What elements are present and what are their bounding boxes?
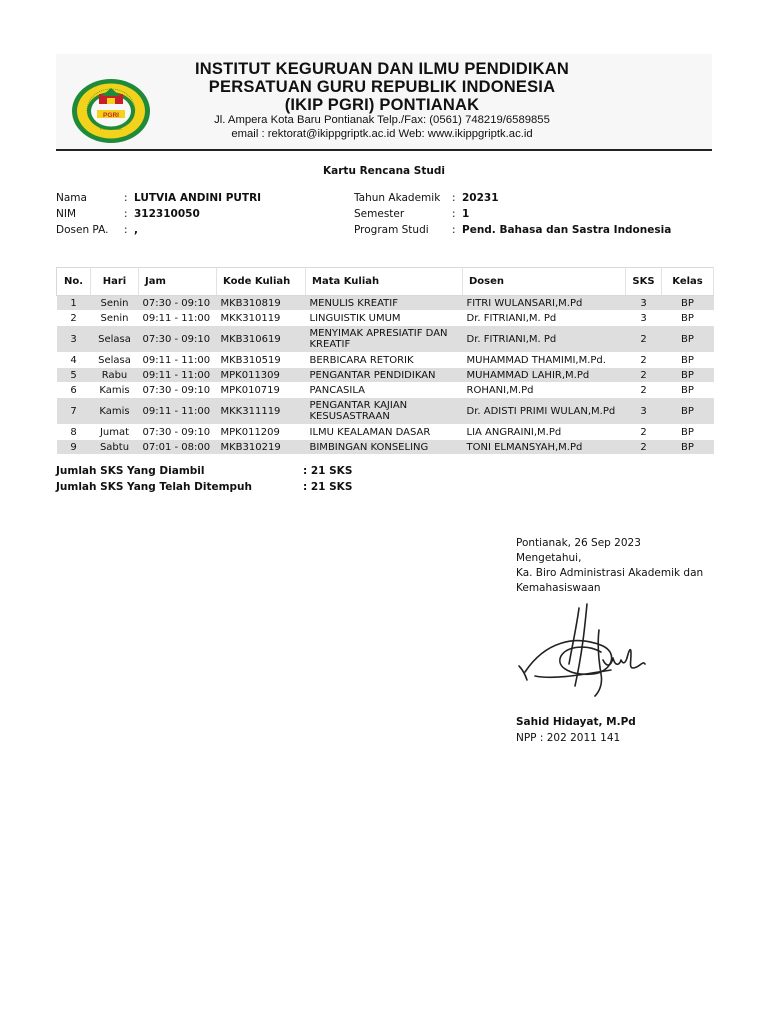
col-header-dosen: Dosen	[463, 268, 626, 296]
advisor-value: ,	[134, 224, 138, 236]
cell-dosen: Dr. FITRIANI,M. Pd	[463, 311, 626, 326]
ikip-pgri-logo	[71, 78, 151, 144]
cell-mata-kuliah: ILMU KEALAMAN DASAR	[306, 425, 463, 440]
cell-kelas: BP	[662, 368, 714, 383]
cell-jam: 09:11 - 11:00	[139, 353, 217, 368]
table-row	[57, 353, 714, 368]
col-header-jam: Jam	[139, 268, 217, 296]
semester-value: 1	[462, 208, 470, 220]
cell-dosen: TONI ELMANSYAH,M.Pd	[463, 440, 626, 455]
cell-jam: 07:01 - 08:00	[139, 440, 217, 455]
header-divider	[56, 149, 712, 151]
cell-hari: Senin	[91, 311, 139, 326]
signature-block	[516, 536, 716, 596]
separator: :	[452, 192, 456, 204]
cell-jam: 07:30 - 09:10	[139, 383, 217, 398]
document-title: Kartu Rencana Studi	[323, 165, 445, 177]
student-info-left	[56, 190, 261, 238]
semester-row	[354, 206, 671, 222]
cell-kode: MKB310619	[217, 326, 306, 353]
cell-hari: Senin	[91, 296, 139, 311]
cell-hari: Selasa	[91, 326, 139, 353]
cell-no: 7	[57, 398, 91, 425]
signer-position-line1: Ka. Biro Administrasi Akademik dan	[516, 567, 704, 579]
separator: :	[124, 224, 128, 236]
total-taken-label: Jumlah SKS Yang Diambil	[56, 465, 205, 477]
advisor-label: Dosen PA.	[56, 224, 109, 236]
cell-kelas: BP	[662, 383, 714, 398]
cell-jam: 07:30 - 09:10	[139, 326, 217, 353]
cell-kelas: BP	[662, 398, 714, 425]
cell-jam: 09:11 - 11:00	[139, 311, 217, 326]
institution-name-line3: (IKIP PGRI) PONTIANAK	[284, 96, 480, 114]
sks-totals	[56, 463, 352, 495]
institution-name-line1: INSTITUT KEGURUAN DAN ILMU PENDIDIKAN	[194, 60, 570, 78]
student-nim: 312310050	[134, 208, 200, 220]
logo-bottom-text: PONTIANAK	[100, 127, 122, 131]
cell-no: 5	[57, 368, 91, 383]
cell-no: 9	[57, 440, 91, 455]
signer-position-line2: Kemahasiswaan	[516, 582, 601, 594]
total-completed-row	[56, 479, 352, 495]
institution-contact: email : rektorat@ikippgriptk.ac.id Web: www.ikippgriptk.ac.id	[231, 128, 533, 140]
cell-mata-kuliah: LINGUISTIK UMUM	[306, 311, 463, 326]
table-header-row	[57, 268, 714, 296]
cell-sks: 3	[626, 296, 662, 311]
semester-label: Semester	[354, 208, 405, 220]
name-label: Nama	[56, 192, 87, 204]
cell-sks: 2	[626, 368, 662, 383]
cell-no: 1	[57, 296, 91, 311]
cell-mata-kuliah: MENYIMAK APRESIATIF DAN KREATIF	[306, 326, 463, 353]
handwritten-signature	[515, 594, 655, 710]
cell-kode: MKB310219	[217, 440, 306, 455]
institution-address: Jl. Ampera Kota Baru Pontianak Telp./Fax: (0561) 748219/6589855	[214, 114, 550, 126]
cell-mata-kuliah: PENGANTAR PENDIDIKAN	[306, 368, 463, 383]
signer-npp: NPP : 202 2011 141	[516, 732, 621, 744]
cell-hari: Rabu	[91, 368, 139, 383]
cell-jam: 09:11 - 11:00	[139, 368, 217, 383]
col-header-sks: SKS	[626, 268, 662, 296]
academic-year: 20231	[462, 192, 499, 204]
place-date: Pontianak, 26 Sep 2023	[516, 537, 641, 549]
cell-hari: Kamis	[91, 383, 139, 398]
cell-sks: 2	[626, 353, 662, 368]
nim-label: NIM	[56, 208, 77, 220]
cell-jam: 09:11 - 11:00	[139, 398, 217, 425]
cell-dosen: MUHAMMAD LAHIR,M.Pd	[463, 368, 626, 383]
institution-name-line2: PERSATUAN GURU REPUBLIK INDONESIA	[208, 78, 556, 96]
cell-dosen: ROHANI,M.Pd	[463, 383, 626, 398]
separator: :	[124, 192, 128, 204]
table-row	[57, 311, 714, 326]
year-label: Tahun Akademik	[354, 192, 441, 204]
total-taken-row	[56, 463, 352, 479]
cell-kode: MKK311119	[217, 398, 306, 425]
table-row	[57, 368, 714, 383]
cell-dosen: FITRI WULANSARI,M.Pd	[463, 296, 626, 311]
study-program: Pend. Bahasa dan Sastra Indonesia	[462, 224, 672, 236]
cell-dosen: Dr. ADISTI PRIMI WULAN,M.Pd	[463, 398, 626, 425]
separator: :	[452, 208, 456, 220]
col-header-kode: Kode Kuliah	[217, 268, 306, 296]
acknowledged-text: Mengetahui,	[516, 552, 582, 564]
separator: :	[124, 208, 128, 220]
cell-sks: 3	[626, 398, 662, 425]
signer-name: Sahid Hidayat, M.Pd	[516, 716, 636, 728]
cell-mata-kuliah: BIMBINGAN KONSELING	[306, 440, 463, 455]
cell-hari: Selasa	[91, 353, 139, 368]
course-table	[56, 267, 714, 455]
cell-mata-kuliah: PANCASILA	[306, 383, 463, 398]
cell-kelas: BP	[662, 425, 714, 440]
cell-kelas: BP	[662, 311, 714, 326]
cell-no: 6	[57, 383, 91, 398]
cell-kode: MKB310519	[217, 353, 306, 368]
table-row	[57, 326, 714, 353]
table-row	[57, 383, 714, 398]
cell-sks: 2	[626, 326, 662, 353]
cell-no: 2	[57, 311, 91, 326]
nim-row	[56, 206, 261, 222]
cell-kelas: BP	[662, 326, 714, 353]
cell-kode: MPK011309	[217, 368, 306, 383]
total-taken-value: : 21 SKS	[303, 465, 353, 477]
cell-kode: MPK011209	[217, 425, 306, 440]
cell-jam: 07:30 - 09:10	[139, 296, 217, 311]
cell-sks: 2	[626, 425, 662, 440]
cell-dosen: Dr. FITRIANI,M. Pd	[463, 326, 626, 353]
cell-kode: MKK310119	[217, 311, 306, 326]
name-row	[56, 190, 261, 206]
cell-sks: 2	[626, 440, 662, 455]
cell-sks: 3	[626, 311, 662, 326]
cell-mata-kuliah: BERBICARA RETORIK	[306, 353, 463, 368]
program-row	[354, 222, 671, 238]
cell-kode: MKB310819	[217, 296, 306, 311]
col-header-kelas: Kelas	[662, 268, 714, 296]
cell-no: 4	[57, 353, 91, 368]
total-completed-value: : 21 SKS	[303, 481, 353, 493]
logo-center-text: PGRI	[103, 112, 119, 119]
cell-mata-kuliah: MENULIS KREATIF	[306, 296, 463, 311]
col-header-hari: Hari	[91, 268, 139, 296]
table-row	[57, 398, 714, 425]
cell-no: 3	[57, 326, 91, 353]
cell-hari: Sabtu	[91, 440, 139, 455]
cell-sks: 2	[626, 383, 662, 398]
cell-mata-kuliah: PENGANTAR KAJIAN KESUSASTRAAN	[306, 398, 463, 425]
separator: :	[452, 224, 456, 236]
year-row	[354, 190, 671, 206]
table-row	[57, 425, 714, 440]
cell-kelas: BP	[662, 440, 714, 455]
col-header-mata-kuliah: Mata Kuliah	[306, 268, 463, 296]
cell-hari: Jumat	[91, 425, 139, 440]
student-info-right	[354, 190, 671, 238]
cell-jam: 07:30 - 09:10	[139, 425, 217, 440]
table-row	[57, 296, 714, 311]
student-name: LUTVIA ANDINI PUTRI	[134, 192, 262, 204]
cell-hari: Kamis	[91, 398, 139, 425]
cell-dosen: MUHAMMAD THAMIMI,M.Pd.	[463, 353, 626, 368]
cell-kelas: BP	[662, 353, 714, 368]
cell-kelas: BP	[662, 296, 714, 311]
cell-kode: MPK010719	[217, 383, 306, 398]
table-row	[57, 440, 714, 455]
col-header-no: No.	[57, 268, 91, 296]
cell-dosen: LIA ANGRAINI,M.Pd	[463, 425, 626, 440]
cell-no: 8	[57, 425, 91, 440]
total-completed-label: Jumlah SKS Yang Telah Ditempuh	[56, 481, 252, 493]
program-label: Program Studi	[354, 224, 429, 236]
advisor-row	[56, 222, 261, 238]
